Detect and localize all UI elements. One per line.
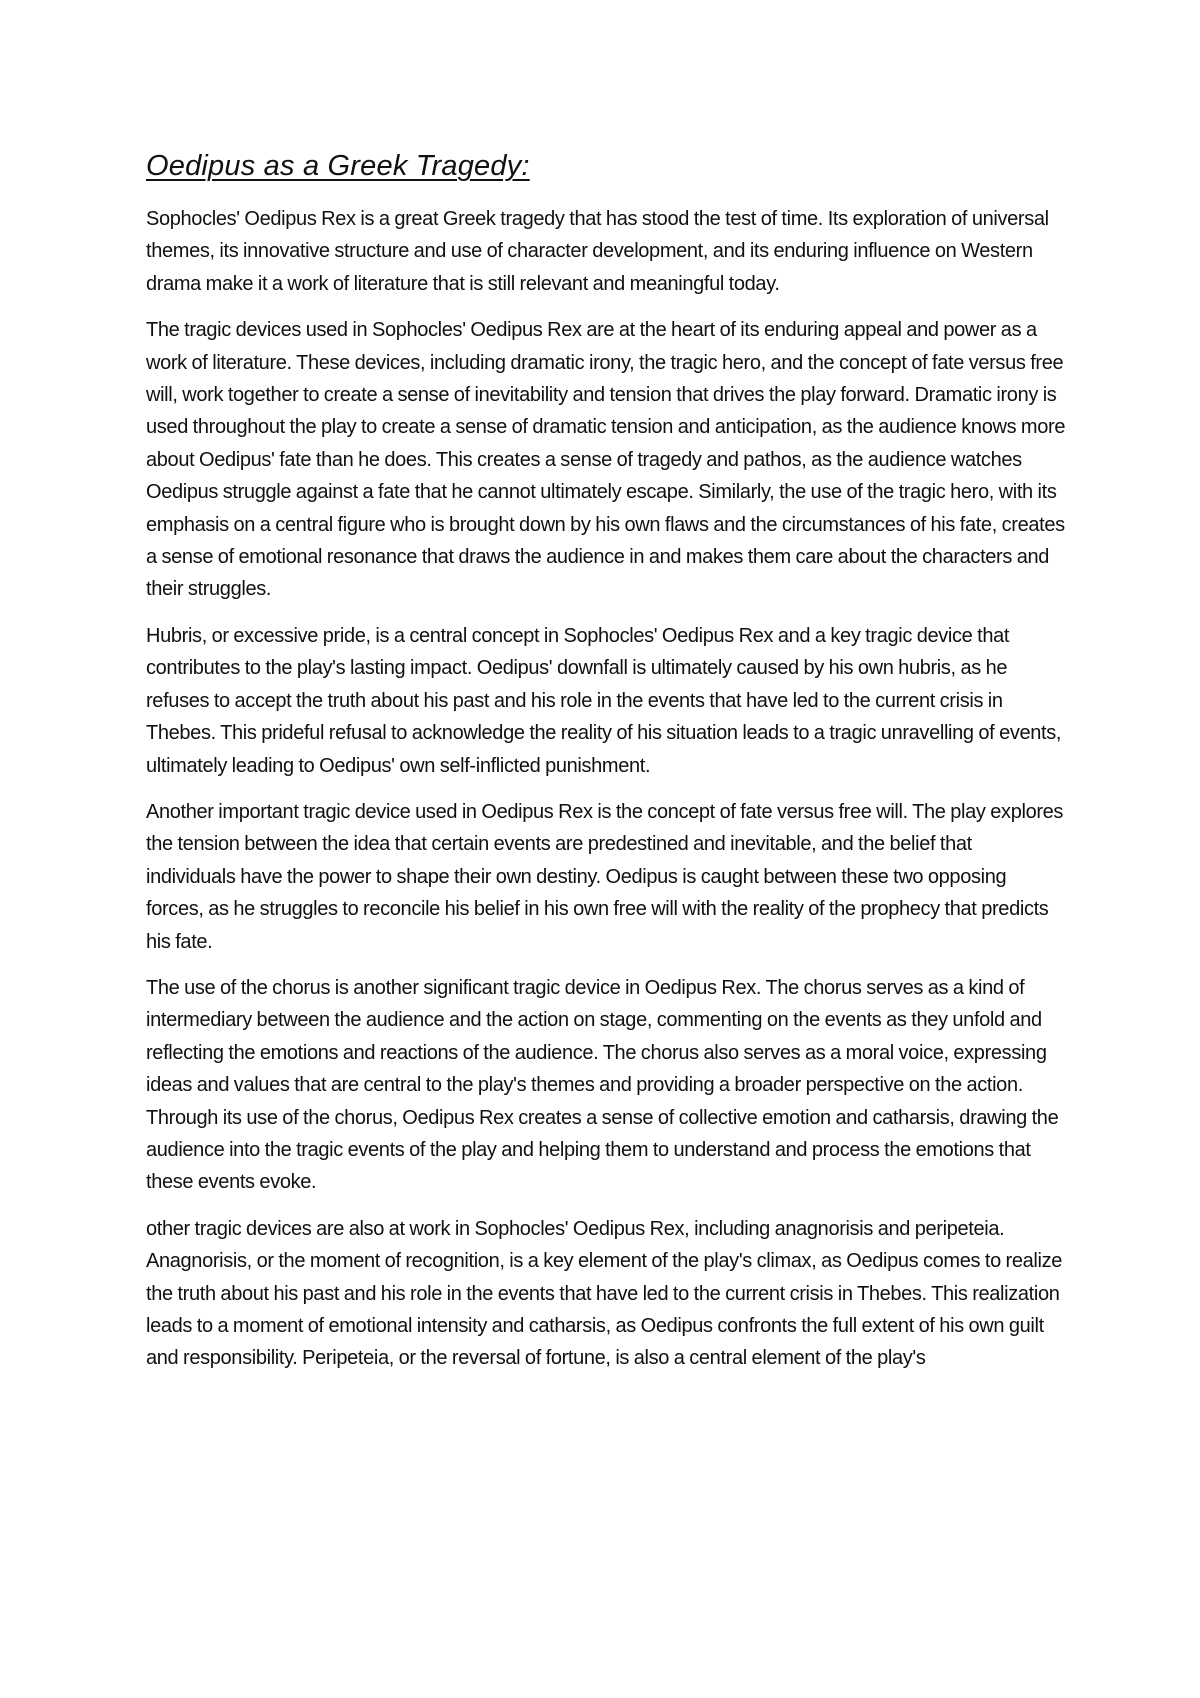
- paragraph-chorus: The use of the chorus is another significant tragic device in Oedipus Rex. The chorus serves as a kind of intermediary between the audience and the action on stage, commenting on the events as they unfold and reflecting the emotions and reactions of the audience. The chorus also serves as a moral voice, expressing ideas and values that are central to the play's themes and providing a broader perspective on the action. Through its use of the chorus, Oedipus Rex creates a sense of collective emotion and catharsis, drawing the audience into the tragic events of the play and helping them to understand and process the emotions that these events evoke.: [146, 976, 1059, 1194]
- document-title: Oedipus as a Greek Tragedy:: [146, 150, 530, 182]
- paragraph-other-devices: other tragic devices are also at work in Sophocles' Oedipus Rex, including anagnorisis and peripeteia. Anagnorisis, or the moment of recognition, is a key element of the play's climax, as Oedipus comes to realize the truth about his past and his role in the events that have led to the current crisis in Thebes. This realization leads to a moment of emotional intensity and catharsis, as Oedipus confronts the full extent of his own guilt and responsibility. Peripeteia, or the reversal of fortune, is also a central element of the play's: [146, 1217, 1063, 1370]
- paragraph-tragic-devices: The tragic devices used in Sophocles' Oedipus Rex are at the heart of its enduring appeal and power as a work of literature. These devices, including dramatic irony, the tragic hero, and the concept of fate versus free will, work together to create a sense of inevitability and tension that drives the play forward. Dramatic irony is used throughout the play to create a sense of dramatic tension and anticipation, as the audience knows more about Oedipus' fate than he does. This creates a sense of tragedy and pathos, as the audience watches Oedipus struggle against a fate that he cannot ultimately escape. Similarly, the use of the tragic hero, with its emphasis on a central figure who is brought down by his own flaws and the circumstances of his fate, creates a sense of emotional resonance that draws the audience in and makes them care about the characters and their struggles.: [146, 319, 1066, 601]
- paragraph-hubris: Hubris, or excessive pride, is a central concept in Sophocles' Oedipus Rex and a key tragic device that contributes to the play's lasting impact. Oedipus' downfall is ultimately caused by his own hubris, as he refuses to accept the truth about his past and his role in the events that have led to the current crisis in Thebes. This prideful refusal to acknowledge the reality of his situation leads to a tragic unravelling of events, ultimately leading to Oedipus' own self-inflicted punishment.: [146, 624, 1062, 777]
- document-body: [146, 149, 1066, 1389]
- paragraph-fate-free-will: Another important tragic device used in Oedipus Rex is the concept of fate versus free will. The play explores the tension between the idea that certain events are predestined and inevitable, and the belief that individuals have the power to shape their own destiny. Oedipus is caught between these two opposing forces, as he struggles to reconcile his belief in his own free will with the reality of the prophecy that predicts his fate.: [146, 800, 1064, 953]
- paragraph-introduction: Sophocles' Oedipus Rex is a great Greek tragedy that has stood the test of time. Its exploration of universal themes, its innovative structure and use of character development, and its enduring influence on Western drama make it a work of literature that is still relevant and meaningful today.: [146, 208, 1049, 295]
